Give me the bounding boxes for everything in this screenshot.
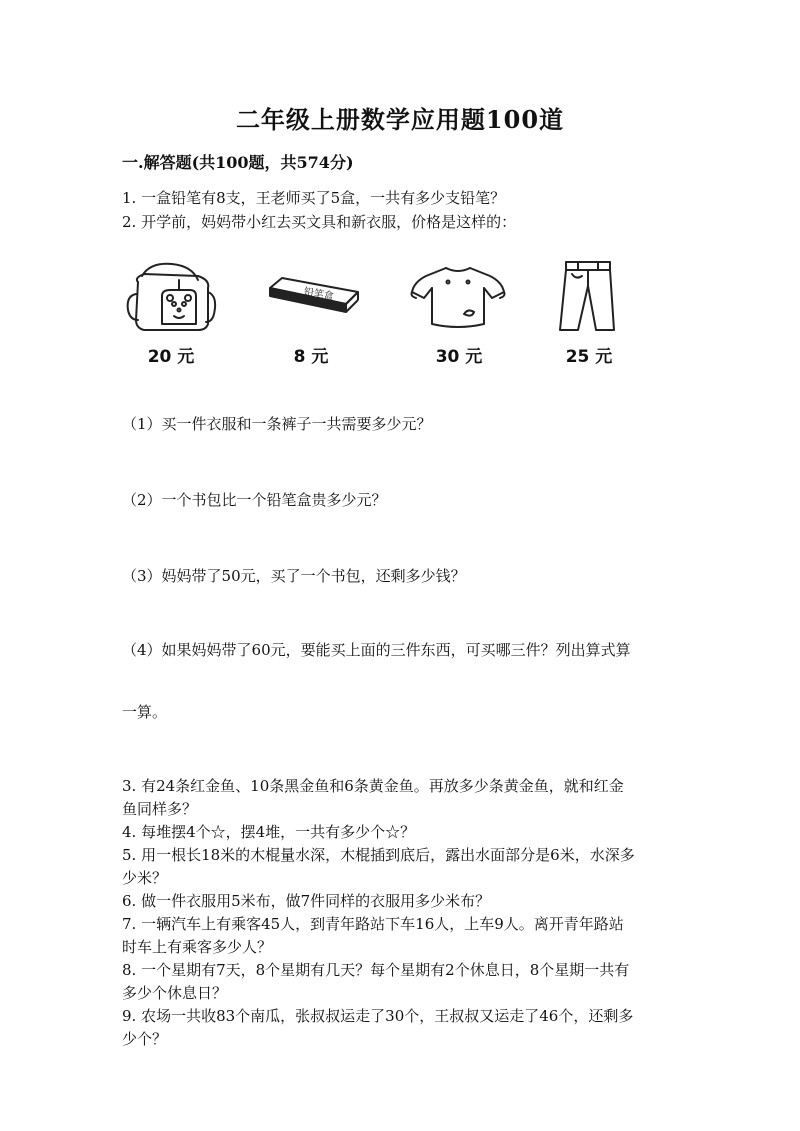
question-7-cont: 时车上有乘客多少人？	[122, 938, 273, 956]
question-5-cont: 少米？	[122, 869, 168, 887]
question-8: 8. 一个星期有7天，8个星期有几天？每个星期有2个休息日，8个星期一共有	[122, 961, 630, 979]
price-pencil-box: 8 元	[293, 347, 329, 367]
subquestion-4-cont: 一算。	[122, 703, 168, 721]
item-pencil-box	[260, 258, 370, 370]
question-6: 6. 做一件衣服用5米布，做7件同样的衣服用多少米布？	[122, 892, 491, 910]
price-backpack: 20 元	[147, 347, 195, 367]
price-shirt: 30 元	[435, 347, 483, 367]
section-heading: 一.解答题(共100题，共574分)	[122, 153, 354, 172]
subquestion-3: （3）妈妈带了50元，买了一个书包，还剩多少钱？	[122, 567, 466, 585]
item-backpack	[120, 258, 230, 370]
question-9-cont: 少个？	[122, 1030, 168, 1048]
pencil-box-label: 铅笔盒	[302, 286, 335, 303]
question-3: 3. 有24条红金鱼、10条黑金鱼和6条黄金鱼。再放多少条黄金鱼，就和红金	[122, 777, 624, 795]
question-7: 7. 一辆汽车上有乘客45人，到青年路站下车16人，上车9人。离开青年路站	[122, 915, 624, 933]
pants-icon	[538, 258, 638, 338]
page-title: 二年级上册数学应用题100道	[235, 105, 565, 134]
question-3-cont: 鱼同样多？	[122, 800, 198, 818]
subquestion-4: （4）如果妈妈带了60元，要能买上面的三件东西，可买哪三件？列出算式算	[122, 641, 631, 659]
item-shirt	[408, 258, 518, 370]
subquestion-2: （2）一个书包比一个铅笔盒贵多少元？	[122, 491, 387, 509]
question-2: 2. 开学前，妈妈带小红去买文具和新衣服，价格是这样的：	[122, 213, 517, 231]
question-4: 4. 每堆摆4个☆，摆4堆，一共有多少个☆？	[122, 823, 416, 841]
price-illustration	[120, 258, 640, 370]
backpack-icon	[120, 258, 220, 338]
shirt-icon	[408, 258, 508, 338]
question-9: 9. 农场一共收83个南瓜，张叔叔运走了30个，王叔叔又运走了46个，还剩多	[122, 1007, 634, 1025]
question-5: 5. 用一根长18米的木棍量水深，木棍插到底后，露出水面部分是6米，水深多	[122, 846, 635, 864]
item-pants	[538, 258, 648, 370]
question-8-cont: 多少个休息日？	[122, 984, 228, 1002]
pencil-box-icon	[260, 258, 360, 338]
question-1: 1. 一盒铅笔有8支，王老师买了5盒，一共有多少支铅笔？	[122, 189, 506, 207]
price-pants: 25 元	[565, 347, 613, 367]
subquestion-1: （1）买一件衣服和一条裤子一共需要多少元？	[122, 415, 432, 433]
